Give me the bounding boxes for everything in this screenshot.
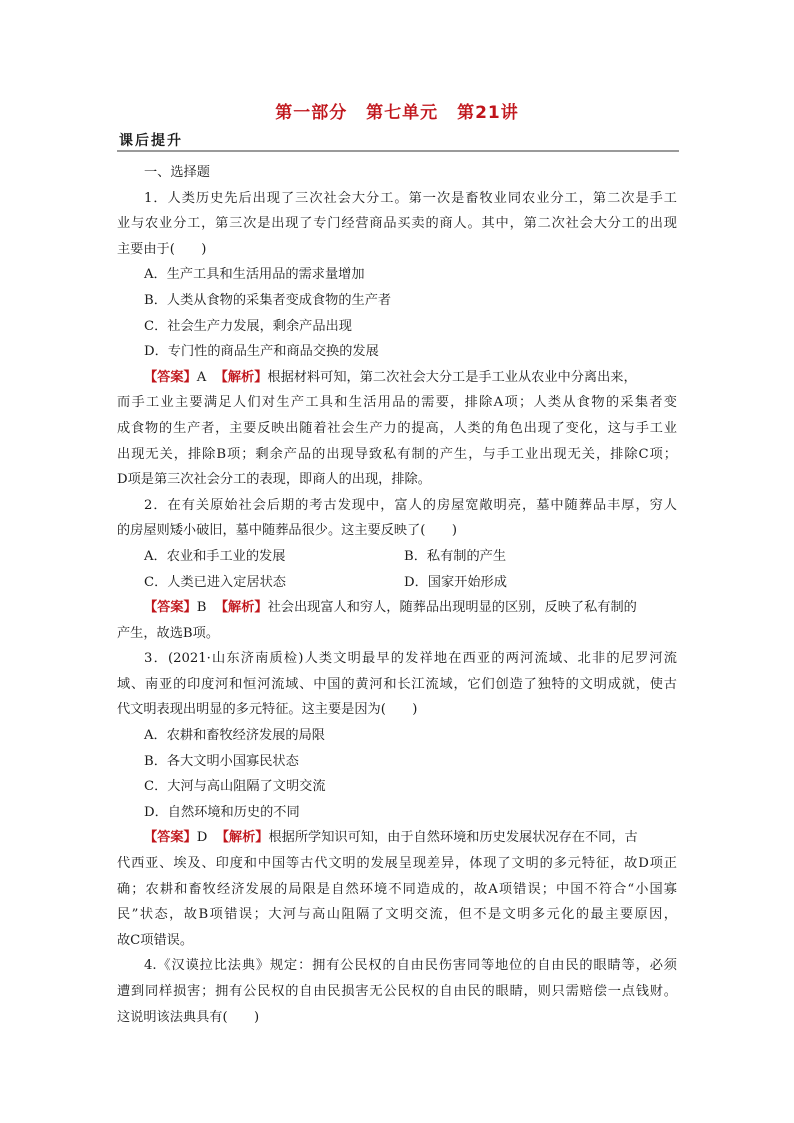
analysis-line: 出现无关，排除B项；剩余产品的出现导致私有制的产生，与手工业出现无关，排除C项； [117, 446, 677, 462]
title-part: 第一部分 [275, 103, 348, 123]
question-stem-line: 域、南亚的印度河和恒河流域、中国的黄河和长江流域，它们创造了独特的文明成就，使古 [117, 676, 677, 692]
answer-tag: 【答案】 [144, 369, 197, 385]
question-stem-line: 主要由于( ) [117, 241, 207, 257]
question-stem-line: 的房屋则矮小破旧，墓中随葬品很少。这主要反映了( ) [117, 523, 457, 539]
analysis-line: 成食物的生产者，主要反映出随着社会生产力的提高，人类的角色出现了变化，这与手工业 [117, 420, 677, 436]
option-b: B．人类从食物的采集者变成食物的生产者 [144, 292, 392, 308]
question-stem-line: 业与农业分工，第三次是出现了专门经营商品买卖的商人。其中，第二次社会大分工的出现 [117, 216, 677, 232]
option-c: C．人类已进入定居状态 [144, 574, 286, 590]
question-stem-line: 代文明表现出明显的多元特征。这主要是因为( ) [117, 702, 418, 718]
option-a: A．生产工具和生活用品的需求量增加 [144, 267, 365, 283]
analysis-text: 社会出现富人和穷人，随葬品出现明显的区别，反映了私有制的 [267, 600, 637, 616]
answer-value: D [196, 830, 208, 846]
analysis-line: 故C项错误。 [117, 932, 194, 948]
page-title [0, 98, 794, 123]
analysis-line: 产生，故选B项。 [117, 625, 220, 641]
question-2 [117, 493, 677, 647]
option-d: D．自然环境和历史的不同 [144, 804, 300, 820]
question-stem-line: 这说明该法典具有( ) [117, 1009, 260, 1025]
analysis-line: 代西亚、埃及、印度和中国等古代文明的发展呈现差异，体现了文明的多元特征，故D项正 [117, 856, 677, 872]
question-3 [117, 646, 677, 953]
analysis-line: D项是第三次社会分工的表现，即商人的出现，排除。 [117, 472, 431, 488]
analysis-tag: 【解析】 [214, 600, 268, 616]
answer-tag: 【答案】 [144, 830, 197, 846]
analysis-text: 根据所学知识可知，由于自然环境和历史发展状况存在不同，古 [268, 830, 638, 846]
question-stem-line: 2．在有关原始社会后期的考古发现中，富人的房屋宽敞明亮，墓中随葬品丰厚，穷人 [144, 497, 677, 513]
analysis-line: 而手工业主要满足人们对生产工具和生活用品的需要，排除A项；人类从食物的采集者变 [117, 395, 677, 411]
question-1 [117, 186, 677, 493]
answer-value: B [196, 600, 207, 616]
category-heading: 一、选择题 [144, 165, 210, 180]
question-stem-line: 3．(2021·山东济南质检)人类文明最早的发祥地在西亚的两河流域、北非的尼罗河流 [144, 651, 677, 667]
analysis-line: 确；农耕和畜牧经济发展的局限是自然环境不同造成的，故A项错误；中国不符合“小国寡 [117, 881, 677, 897]
option-d: D．国家开始形成 [404, 574, 507, 590]
analysis-tag: 【解析】 [215, 830, 269, 846]
section-divider [117, 150, 679, 152]
option-row [117, 570, 677, 596]
question-stem-line: 遭到同样损害；拥有公民权的自由民损害无公民权的自由民的眼睛，则只需赔偿一点钱财。 [117, 984, 677, 999]
title-unit: 第七单元 [366, 103, 439, 123]
section-label: 课后提升 [119, 133, 183, 149]
option-d: D．专门性的商品生产和商品交换的发展 [144, 344, 379, 360]
question-stem-line: 1．人类历史先后出现了三次社会大分工。第一次是畜牧业同农业分工，第二次是手工 [144, 190, 677, 206]
title-lecture: 第21讲 [457, 103, 519, 123]
analysis-line: 民”状态，故B项错误；大河与高山阻隔了文明交流，但不是文明多元化的最主要原因， [117, 907, 677, 923]
exercise-content [117, 160, 677, 1030]
question-stem-line: 4.《汉谟拉比法典》规定：拥有公民权的自由民伤害同等地位的自由民的眼睛等，必须 [144, 958, 677, 974]
answer-value: A [196, 369, 207, 385]
option-c: C．社会生产力发展，剩余产品出现 [144, 318, 352, 334]
option-a: A．农耕和畜牧经济发展的局限 [144, 728, 325, 744]
analysis-tag: 【解析】 [214, 369, 268, 385]
option-c: C．大河与高山阻隔了文明交流 [144, 779, 326, 795]
option-b: B．私有制的产生 [404, 548, 507, 564]
question-4 [117, 953, 677, 1030]
option-b: B．各大文明小国寡民状态 [144, 753, 299, 769]
option-row [117, 544, 677, 570]
option-a: A．农业和手工业的发展 [144, 548, 286, 564]
answer-line [117, 365, 677, 391]
analysis-text: 根据材料可知，第二次社会大分工是手工业从农业中分离出来， [267, 369, 637, 385]
answer-line [117, 825, 677, 851]
answer-tag: 【答案】 [144, 600, 197, 616]
answer-line [117, 595, 677, 621]
